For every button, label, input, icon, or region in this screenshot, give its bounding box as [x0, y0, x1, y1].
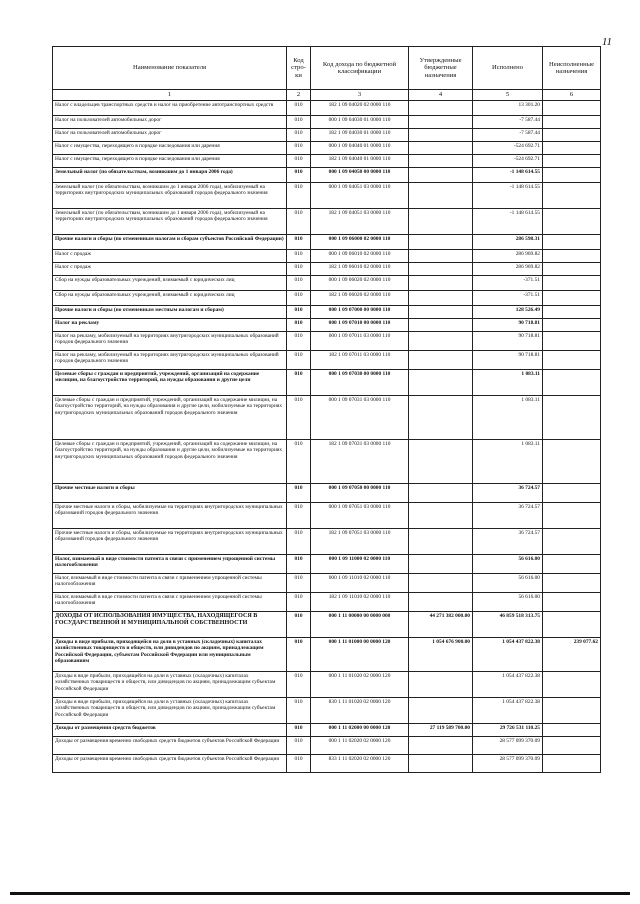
row-income-code: 182 1 09 04030 01 0000 110 [311, 129, 409, 142]
table-row [53, 129, 601, 142]
row-approved: 27 119 589 700.00 [409, 724, 473, 737]
table-row [53, 737, 601, 755]
row-income-code: 000 1 09 07000 00 0000 110 [311, 306, 409, 319]
row-approved [409, 555, 473, 574]
row-unexecuted [543, 396, 601, 440]
row-executed: 56 616.00 [473, 555, 543, 574]
row-approved [409, 142, 473, 155]
row-executed: 1 054 437 822.38 [473, 698, 543, 724]
row-line-code: 010 [287, 370, 311, 396]
row-line-code: 010 [287, 250, 311, 263]
row-executed: -371.51 [473, 276, 543, 291]
row-line-code: 010 [287, 484, 311, 503]
row-name: Доходы в виде прибыли, приходящейся на доли в уставных (складочных) капиталах хозяйственных товариществ и обществ, или дивидендов по акциям, принадлежащим Российской Федерации, субъектам Российской Федерации или муниципальным образованиям [53, 638, 287, 672]
row-line-code: 010 [287, 737, 311, 755]
table-row [53, 332, 601, 351]
row-unexecuted [543, 183, 601, 209]
row-unexecuted [543, 209, 601, 235]
row-income-code: 182 1 09 07031 03 0000 110 [311, 440, 409, 484]
row-executed: 56 616.00 [473, 593, 543, 612]
row-line-code: 010 [287, 235, 311, 250]
row-unexecuted [543, 235, 601, 250]
row-unexecuted [543, 142, 601, 155]
row-executed: 128 526.49 [473, 306, 543, 319]
bottom-rule [10, 892, 630, 895]
row-unexecuted [543, 503, 601, 529]
row-income-code: 182 1 09 11010 02 0000 110 [311, 593, 409, 612]
row-executed: -524 692.71 [473, 155, 543, 168]
row-name: Земельный налог (по обязательствам, возникшим до 1 января 2006 года), мобилизуемый на территориях внутригородских муниципальных образований городов федерального значения [53, 183, 287, 209]
row-executed: 36 724.57 [473, 484, 543, 503]
row-line-code: 010 [287, 555, 311, 574]
row-name: Налог с имущества, переходящего в порядке наследования или дарения [53, 155, 287, 168]
row-name: Прочие местные налоги и сборы, мобилизуемые на территориях внутригородских муниципальных образований городов федерального значения [53, 503, 287, 529]
row-income-code: 000 1 09 06010 02 0000 110 [311, 250, 409, 263]
row-income-code: 000 1 09 04050 00 0000 110 [311, 168, 409, 183]
row-line-code: 010 [287, 351, 311, 370]
row-name: Налог на пользователей автомобильных дорог [53, 129, 287, 142]
table-row [53, 101, 601, 116]
row-approved [409, 484, 473, 503]
row-approved [409, 235, 473, 250]
row-executed: 28 577 099 370.09 [473, 737, 543, 755]
row-executed: 46 859 518 313.75 [473, 612, 543, 638]
row-name: Доходы от размещения временно свободных средств бюджетов субъектов Российской Федерации [53, 737, 287, 755]
table-row [53, 638, 601, 672]
row-executed: 90 718.81 [473, 332, 543, 351]
row-unexecuted [543, 129, 601, 142]
row-income-code: 000 1 09 07050 00 0000 110 [311, 484, 409, 503]
row-line-code: 010 [287, 396, 311, 440]
row-unexecuted [543, 319, 601, 332]
row-income-code: 000 1 09 06000 02 0000 110 [311, 235, 409, 250]
row-unexecuted [543, 737, 601, 755]
row-executed: -7 587.44 [473, 116, 543, 129]
table-row [53, 612, 601, 638]
row-income-code: 000 1 09 06020 02 0000 110 [311, 276, 409, 291]
row-approved [409, 319, 473, 332]
row-name: Налог с имущества, переходящего в порядке наследования или дарения [53, 142, 287, 155]
row-approved [409, 574, 473, 593]
row-approved [409, 250, 473, 263]
table-header-row [53, 47, 601, 90]
row-income-code: 000 1 09 07010 00 0000 110 [311, 319, 409, 332]
page-number: 11 [601, 36, 612, 48]
row-unexecuted [543, 250, 601, 263]
row-approved: 1 054 676 900.00 [409, 638, 473, 672]
table-row [53, 142, 601, 155]
row-line-code: 010 [287, 291, 311, 306]
row-name: Доходы от размещения средств бюджетов [53, 724, 287, 737]
table-row [53, 724, 601, 737]
row-executed: -7 587.44 [473, 129, 543, 142]
row-approved [409, 168, 473, 183]
row-income-code: 000 1 09 04040 01 0000 110 [311, 142, 409, 155]
table-row [53, 396, 601, 440]
row-unexecuted [543, 755, 601, 773]
table-row [53, 155, 601, 168]
row-unexecuted [543, 724, 601, 737]
row-approved [409, 755, 473, 773]
row-line-code: 010 [287, 319, 311, 332]
table-body [53, 101, 601, 773]
row-executed: 13 301.20 [473, 101, 543, 116]
row-approved [409, 396, 473, 440]
table-row [53, 555, 601, 574]
row-unexecuted [543, 529, 601, 555]
row-name: Доходы от размещения временно свободных средств бюджетов субъектов Российской Федерации [53, 755, 287, 773]
row-line-code: 010 [287, 672, 311, 698]
column-number: 1 [53, 90, 287, 101]
row-income-code: 000 1 09 11010 02 0000 110 [311, 574, 409, 593]
row-income-code: 182 1 09 06020 02 0000 110 [311, 291, 409, 306]
row-line-code: 010 [287, 529, 311, 555]
row-unexecuted [543, 116, 601, 129]
row-unexecuted [543, 484, 601, 503]
row-income-code: 182 1 09 07051 03 0000 110 [311, 529, 409, 555]
table-row [53, 168, 601, 183]
table-row [53, 183, 601, 209]
column-number: 2 [287, 90, 311, 101]
row-line-code: 010 [287, 306, 311, 319]
row-income-code: 000 1 09 07051 03 0000 110 [311, 503, 409, 529]
row-unexecuted [543, 276, 601, 291]
row-name: Доходы в виде прибыли, приходящейся на доли в уставных (складочных) капиталах хозяйственных товариществ и обществ, или дивидендов по акциям, принадлежащим субъектам Российской Федерации [53, 672, 287, 698]
row-unexecuted [543, 440, 601, 484]
row-executed: 36 724.57 [473, 529, 543, 555]
row-income-code: 000 1 11 02020 02 0000 120 [311, 737, 409, 755]
header-name: Наименование показателя [53, 47, 287, 90]
row-name: ДОХОДЫ ОТ ИСПОЛЬЗОВАНИЯ ИМУЩЕСТВА, НАХОДЯЩЕГОСЯ В ГОСУДАРСТВЕННОЙ И МУНИЦИПАЛЬНОЙ СОБСТВЕННОСТИ [53, 612, 287, 638]
table-row [53, 250, 601, 263]
table-row [53, 529, 601, 555]
table-row [53, 351, 601, 370]
row-unexecuted [543, 612, 601, 638]
row-line-code: 010 [287, 129, 311, 142]
row-income-code: 182 1 09 06010 02 0000 110 [311, 263, 409, 276]
table-row [53, 291, 601, 306]
row-name: Налог с продаж [53, 250, 287, 263]
row-approved [409, 351, 473, 370]
row-line-code: 010 [287, 698, 311, 724]
row-income-code: 000 1 11 01020 02 0000 120 [311, 672, 409, 698]
header-income-code: Код дохода по бюджетной классификации [311, 47, 409, 90]
table-row [53, 593, 601, 612]
row-income-code: 000 1 09 07011 03 0000 110 [311, 332, 409, 351]
row-unexecuted [543, 698, 601, 724]
row-line-code: 010 [287, 168, 311, 183]
row-income-code: 000 1 09 07031 03 0000 110 [311, 396, 409, 440]
row-name: Налог на рекламу, мобилизуемый на территориях внутригородских муниципальных образований городов федерального значения [53, 351, 287, 370]
row-unexecuted [543, 351, 601, 370]
row-executed: -1 148 614.55 [473, 168, 543, 183]
row-line-code: 010 [287, 503, 311, 529]
column-number-row [53, 90, 601, 101]
row-line-code: 010 [287, 724, 311, 737]
row-approved [409, 370, 473, 396]
row-name: Налог, взимаемый в виде стоимости патента в связи с применением упрощенной системы налогообложения [53, 593, 287, 612]
row-executed: 56 616.00 [473, 574, 543, 593]
row-unexecuted [543, 263, 601, 276]
row-approved [409, 737, 473, 755]
row-unexecuted [543, 168, 601, 183]
row-approved [409, 155, 473, 168]
row-approved [409, 276, 473, 291]
table-row [53, 370, 601, 396]
row-unexecuted [543, 672, 601, 698]
row-line-code: 010 [287, 142, 311, 155]
row-income-code: 000 1 11 00000 00 0000 000 [311, 612, 409, 638]
row-name: Налог на рекламу [53, 319, 287, 332]
row-line-code: 010 [287, 263, 311, 276]
row-line-code: 010 [287, 101, 311, 116]
row-line-code: 010 [287, 574, 311, 593]
row-approved [409, 593, 473, 612]
row-name: Целевые сборы с граждан и предприятий, учреждений, организаций на содержание милиции, на благоустройство территорий, на нужды образования и другие цели [53, 370, 287, 396]
header-approved: Утвержденные бюджетные назначения [409, 47, 473, 90]
table-row [53, 263, 601, 276]
table-row [53, 574, 601, 593]
row-approved: 44 271 382 000.00 [409, 612, 473, 638]
header-executed: Исполнено [473, 47, 543, 90]
header-unexecuted: Неисполненные назначения [543, 47, 601, 90]
column-number: 4 [409, 90, 473, 101]
row-unexecuted [543, 332, 601, 351]
row-name: Прочие местные налоги и сборы, мобилизуемые на территориях внутригородских муниципальных образований городов федерального значения [53, 529, 287, 555]
row-line-code: 010 [287, 276, 311, 291]
row-name: Земельный налог (по обязательствам, возникшим до 1 января 2006 года), мобилизуемый на территориях внутригородских муниципальных образований городов федерального значения [53, 209, 287, 235]
row-executed: -1 148 614.55 [473, 183, 543, 209]
row-unexecuted [543, 555, 601, 574]
table-row [53, 235, 601, 250]
row-line-code: 010 [287, 116, 311, 129]
row-income-code: 182 1 09 04051 03 0000 110 [311, 209, 409, 235]
row-unexecuted [543, 306, 601, 319]
row-unexecuted [543, 593, 601, 612]
table-row [53, 503, 601, 529]
row-executed: -371.51 [473, 291, 543, 306]
column-number: 5 [473, 90, 543, 101]
row-executed: 286 969.82 [473, 250, 543, 263]
table-row [53, 698, 601, 724]
row-income-code: 000 1 11 02000 00 0000 120 [311, 724, 409, 737]
row-unexecuted [543, 370, 601, 396]
row-name: Целевые сборы с граждан и предприятий, учреждений, организаций на содержание милиции, на благоустройство территорий, на нужды образования и другие цели, мобилизуемые на территориях внутригородских муниципальных образований городов федерального значения [53, 440, 287, 484]
row-line-code: 010 [287, 593, 311, 612]
row-executed: 90 718.81 [473, 319, 543, 332]
row-approved [409, 101, 473, 116]
table-row [53, 209, 601, 235]
row-executed: -1 148 614.55 [473, 209, 543, 235]
table-row [53, 672, 601, 698]
row-approved [409, 209, 473, 235]
row-name: Налог с владельцев транспортных средств и налог на приобретение автотранспортных средств [53, 101, 287, 116]
row-executed: 286 969.82 [473, 263, 543, 276]
row-approved [409, 503, 473, 529]
row-name: Налог на рекламу, мобилизуемый на территориях внутригородских муниципальных образований городов федерального значения [53, 332, 287, 351]
table-row [53, 116, 601, 129]
row-approved [409, 440, 473, 484]
row-income-code: 000 1 09 04030 01 0000 110 [311, 116, 409, 129]
table-row [53, 484, 601, 503]
row-unexecuted: 239 077.62 [543, 638, 601, 672]
row-unexecuted [543, 574, 601, 593]
row-line-code: 010 [287, 155, 311, 168]
header-line-code: Код стро-ки [287, 47, 311, 90]
row-income-code: 000 1 09 07030 00 0000 110 [311, 370, 409, 396]
row-unexecuted [543, 101, 601, 116]
table-row [53, 755, 601, 773]
row-approved [409, 698, 473, 724]
row-executed: 1 083.11 [473, 440, 543, 484]
row-name: Налог, взимаемый в виде стоимости патента в связи с применением упрощенной системы налогообложения [53, 555, 287, 574]
row-executed: 1 083.11 [473, 396, 543, 440]
table-row [53, 319, 601, 332]
row-name: Сбор на нужды образовательных учреждений, взимаемый с юридических лиц [53, 291, 287, 306]
row-executed: 1 054 437 822.38 [473, 638, 543, 672]
row-approved [409, 306, 473, 319]
row-approved [409, 529, 473, 555]
row-name: Прочие налоги и сборы (по отмененным местным налогам и сборам) [53, 306, 287, 319]
row-name: Прочие налоги и сборы (по отмененным налогам и сборам субъектов Российской Федерации) [53, 235, 287, 250]
row-executed: 1 083.11 [473, 370, 543, 396]
table-row [53, 276, 601, 291]
row-name: Налог с продаж [53, 263, 287, 276]
row-approved [409, 129, 473, 142]
row-name: Прочие местные налоги и сборы [53, 484, 287, 503]
row-income-code: 182 1 09 04040 01 0000 110 [311, 155, 409, 168]
row-executed: 286 598.31 [473, 235, 543, 250]
row-name: Целевые сборы с граждан и предприятий, учреждений, организаций на содержание милиции, на благоустройство территорий, на нужды образования и другие цели, мобилизуемые на территориях внутригородских муниципальных образований городов федерального значения [53, 396, 287, 440]
income-report-table [52, 46, 601, 773]
row-name: Налог на пользователей автомобильных дорог [53, 116, 287, 129]
row-executed: 36 724.57 [473, 503, 543, 529]
row-approved [409, 332, 473, 351]
row-name: Земельный налог (по обязательствам, возникшим до 1 января 2006 года) [53, 168, 287, 183]
row-approved [409, 672, 473, 698]
row-income-code: 830 1 11 01020 02 0000 120 [311, 698, 409, 724]
row-executed: 28 577 099 370.09 [473, 755, 543, 773]
row-approved [409, 116, 473, 129]
table-row [53, 440, 601, 484]
row-approved [409, 263, 473, 276]
row-approved [409, 183, 473, 209]
row-line-code: 010 [287, 183, 311, 209]
row-executed: 1 054 437 822.38 [473, 672, 543, 698]
row-executed: -524 692.71 [473, 142, 543, 155]
row-income-code: 000 1 09 11000 02 0000 110 [311, 555, 409, 574]
row-name: Доходы в виде прибыли, приходящейся на доли в уставных (складочных) капиталах хозяйственных товариществ и обществ, или дивидендов по акциям, принадлежащим субъектам Российской Федерации [53, 698, 287, 724]
column-number: 3 [311, 90, 409, 101]
row-line-code: 010 [287, 332, 311, 351]
row-income-code: 182 1 09 07011 03 0000 110 [311, 351, 409, 370]
row-line-code: 010 [287, 440, 311, 484]
row-line-code: 010 [287, 638, 311, 672]
row-income-code: 833 1 11 02020 02 0000 120 [311, 755, 409, 773]
row-income-code: 000 1 09 04051 03 0000 110 [311, 183, 409, 209]
row-income-code: 000 1 11 01000 00 0000 120 [311, 638, 409, 672]
row-income-code: 182 1 09 04020 02 0000 110 [311, 101, 409, 116]
row-approved [409, 291, 473, 306]
row-unexecuted [543, 291, 601, 306]
row-line-code: 010 [287, 755, 311, 773]
row-unexecuted [543, 155, 601, 168]
column-number: 6 [543, 90, 601, 101]
row-name: Сбор на нужды образовательных учреждений, взимаемый с юридических лиц [53, 276, 287, 291]
row-name: Налог, взимаемый в виде стоимости патента в связи с применением упрощенной системы налогообложения [53, 574, 287, 593]
table-row [53, 306, 601, 319]
row-line-code: 010 [287, 612, 311, 638]
row-executed: 90 718.81 [473, 351, 543, 370]
row-line-code: 010 [287, 209, 311, 235]
row-executed: 29 726 531 110.25 [473, 724, 543, 737]
